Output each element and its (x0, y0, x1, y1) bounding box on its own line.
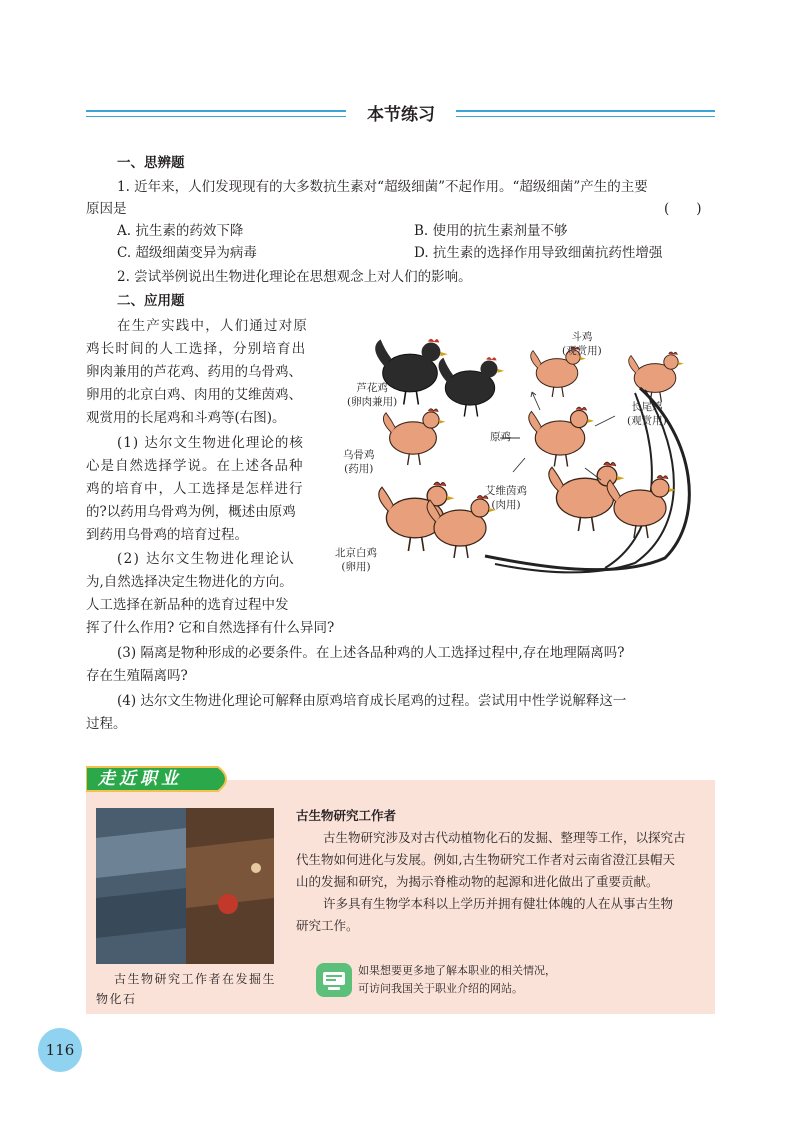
p1-line-1: (1) 达尔文生物进化理论的核 (117, 435, 304, 451)
section1-heading: 一、思辨题 (117, 155, 185, 171)
label-luhua: 芦花鸡 (卵肉兼用) (347, 382, 398, 408)
web-note-line-2: 可访问我国关于职业介绍的网站。 (358, 982, 523, 995)
q1-answer-paren: ( ) (664, 201, 702, 217)
label-wugu: 乌骨鸡 (药用) (343, 449, 375, 475)
web-icon (316, 963, 352, 997)
label-aiweiyin: 艾维茵鸡 (肉用) (485, 485, 527, 511)
photo-illustration (96, 808, 274, 964)
chicken-illustration (335, 318, 715, 586)
q1-option-c: C. 超级细菌变异为病毒 (117, 245, 257, 261)
p3-line-1: (3) 隔离是物种形成的必要条件。在上述各品种鸡的人工选择过程中,存在地理隔离吗? (117, 645, 625, 661)
p4-line-2: 过程。 (86, 716, 127, 732)
photo-caption-line-2: 物化石 (96, 992, 137, 1006)
p1-line-2: 心是自然选择学说。在上述各品种 (86, 458, 304, 474)
intro-line-4: 卵用的北京白鸡、肉用的艾维茵鸡、 (86, 387, 302, 403)
p3-line-2: 存在生殖隔离吗? (86, 668, 188, 684)
intro-line-1: 在生产实践中，人们通过对原 (117, 318, 309, 334)
p1-line-5: 到药用乌骨鸡的培育过程。 (86, 527, 248, 543)
header-rule-right-1 (456, 110, 715, 112)
label-yuanji: 原鸡 (490, 431, 511, 443)
p2-line-3: 人工选择在新品种的选育过程中发 (86, 597, 289, 613)
career-para1-line-1: 古生物研究涉及对古代动植物化石的发掘、整理等工作，以探究古 (323, 830, 686, 845)
page-number: 116 (38, 1028, 82, 1072)
web-icon-glyph (316, 963, 352, 997)
jungle-fowl (529, 407, 594, 466)
p1-line-4: 的?以药用乌骨鸡为例，概述由原鸡 (86, 504, 296, 520)
career-para1-line-2: 代生物如何进化与发展。例如,古生物研究工作者对云南省澄江县帽天 (296, 852, 675, 867)
header-rule-right-2 (456, 116, 715, 117)
long-tail-chicken (629, 352, 684, 402)
career-para2-line-1: 许多具有生物学本科以上学历并拥有健壮体魄的人在从事古生物 (323, 896, 674, 911)
p2-line-4: 挥了什么作用? 它和自然选择有什么异同? (86, 620, 335, 636)
section2-heading: 二、应用题 (117, 293, 185, 309)
q1-option-d: D. 抗生素的选择作用导致细菌抗药性增强 (414, 245, 663, 261)
banner-text: 走近职业 (98, 769, 182, 789)
section-title: 本节练习 (367, 105, 435, 125)
fossil-dig-photo (96, 808, 274, 964)
q1-option-b: B. 使用的抗生素剂量不够 (414, 223, 568, 239)
header-rule-left-2 (86, 116, 346, 117)
q1-line2: 原因是 (86, 201, 127, 217)
chicken-breeds-figure (335, 318, 715, 586)
intro-line-2: 鸡长时间的人工选择，分别培育出 (86, 341, 307, 357)
p2-line-2: 为,自然选择决定生物进化的方向。 (86, 574, 293, 590)
career-banner (86, 764, 236, 794)
career-title: 古生物研究工作者 (296, 808, 397, 823)
photo-caption-line-1: 古生物研究工作者在发掘生 (114, 972, 277, 986)
luhua-chicken-hen (439, 357, 505, 416)
header-rule-left-1 (86, 110, 346, 112)
label-douji: 斗鸡 (观赏用) (562, 331, 602, 357)
p2-line-1: (2) 达尔文生物进化理论认 (117, 551, 296, 567)
intro-line-5: 观赏用的长尾鸡和斗鸡等(右图)。 (86, 410, 286, 426)
intro-line-3: 卵肉兼用的芦花鸡、药用的乌骨鸡、 (86, 364, 302, 380)
p4-line-1: (4) 达尔文生物进化理论可解释由原鸡培育成长尾鸡的过程。尝试用中性学说解释这一 (117, 693, 627, 709)
web-note-line-1: 如果想要更多地了解本职业的相关情况， (358, 964, 556, 977)
q1-option-a: A. 抗生素的药效下降 (117, 223, 244, 239)
q2-text: 2. 尝试举例说出生物进化理论在思想观念上对人们的影响。 (117, 269, 472, 285)
label-changwei: 长尾鸡 (观赏用) (627, 401, 667, 427)
label-beijing: 北京白鸡 (卵用) (335, 547, 377, 573)
career-para1-line-3: 山的发掘和研究，为揭示脊椎动物的起源和进化做出了重要贡献。 (296, 874, 659, 889)
q1-line1: 1. 近年来，人们发现现有的大多数抗生素对“超级细菌”不起作用。“超级细菌”产生的主要 (117, 179, 648, 195)
wugu-chicken (383, 409, 445, 465)
career-para2-line-2: 研究工作。 (296, 918, 359, 933)
p1-line-3: 鸡的培育中，人工选择是怎样进行 (86, 481, 304, 497)
